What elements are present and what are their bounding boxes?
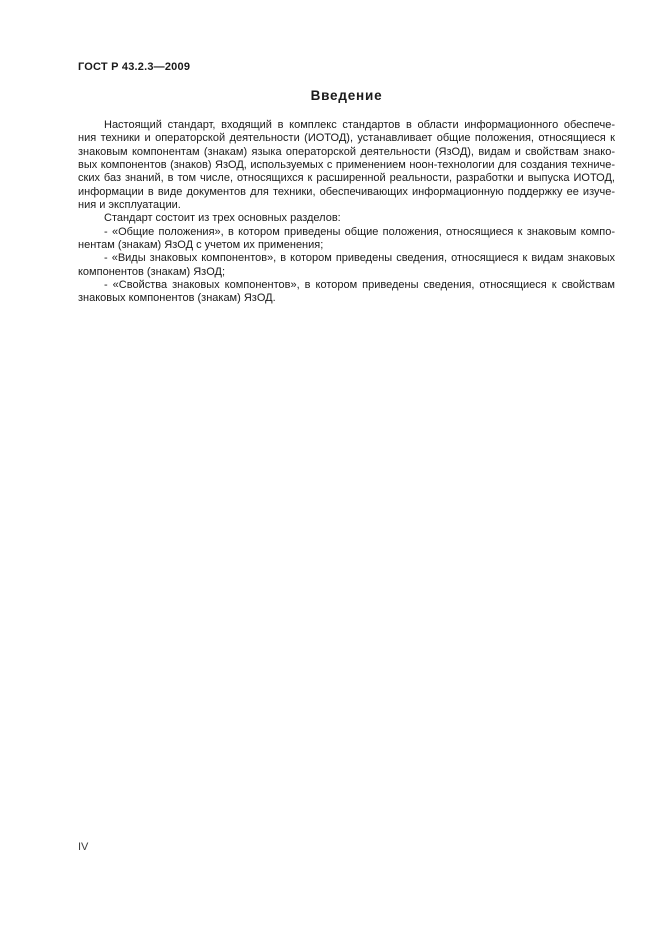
text-line: знаковым компонентам (знакам) языка операторской деятельности (ЯзОД), видам и свойствам знако- — [78, 145, 615, 158]
text-line: ния техники и операторской деятельности (ИОТОД), устанавливает общие положения, относящиеся к — [78, 132, 615, 145]
document-code-header: ГОСТ Р 43.2.3—2009 — [78, 61, 191, 73]
text-line: ния и эксплуатации. — [78, 199, 181, 212]
text-line: Стандарт состоит из трех основных разделов: — [104, 212, 341, 225]
page-number: IV — [78, 841, 89, 853]
text-line: вых компонентов (знаков) ЯзОД, используемых с применением ноон-технологии для создания техниче- — [78, 159, 615, 172]
text-line: ских баз знаний, в том числе, относящихся к расширенной реальности, разработки и выпуска ИОТОД, — [78, 172, 615, 185]
text-line: нентам (знакам) ЯзОД с учетом их применения; — [78, 239, 324, 252]
text-line: знаковых компонентов (знакам) ЯзОД. — [78, 292, 276, 305]
text-line: Настоящий стандарт, входящий в комплекс стандартов в области информационного обеспече- — [104, 119, 615, 131]
page-title: Введение — [310, 88, 383, 103]
text-line: - «Общие положения», в котором приведены общие положения, относящиеся к знаковым компо- — [104, 225, 615, 238]
text-line: информации в виде документов для техники, обеспечивающих информационную поддержку ее изуче- — [78, 185, 615, 198]
body-text-block — [78, 119, 615, 306]
text-line: - «Виды знаковых компонентов», в котором приведены сведения, относящиеся к видам знаковых — [104, 252, 615, 265]
text-line: компонентов (знакам) ЯзОД; — [78, 265, 226, 278]
text-line: - «Свойства знаковых компонентов», в котором приведены сведения, относящиеся к свойствам — [104, 279, 615, 292]
